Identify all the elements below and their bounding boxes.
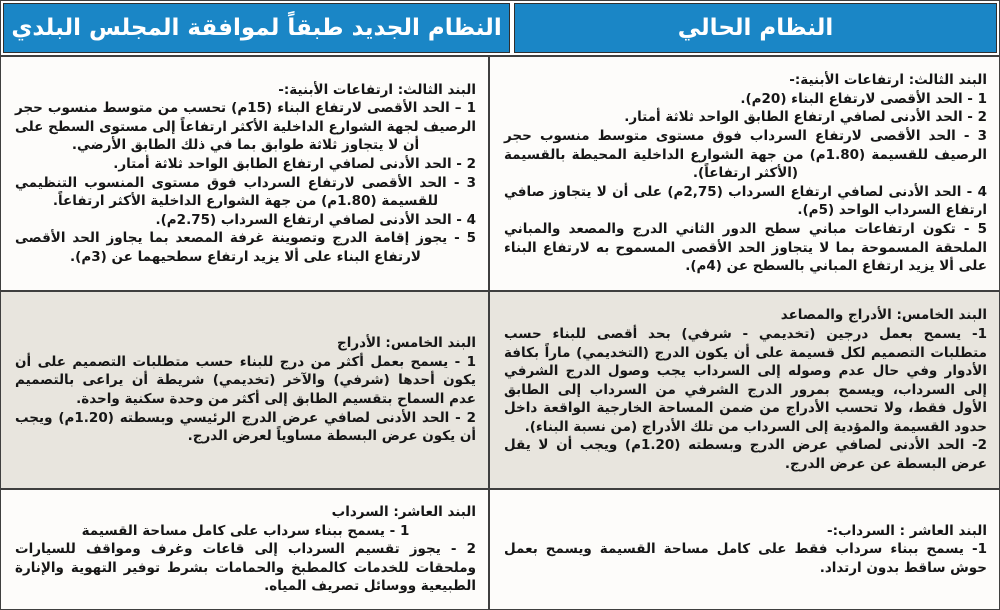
clause: 2 - الحد الأدنى لصافي عرض الدرج الرئيسي وبسطته (1.20م) ويجب أن يكون عرض البسطة مساوياً لعرض الدرج. bbox=[15, 409, 476, 445]
table-row-item-3-building-heights bbox=[1, 57, 999, 292]
clause: 3 - الحد الأقصى لارتفاع السرداب فوق مستوى متوسط منسوب حجر الرصيف للقسيمة (1.80م) من جهة الشوارع الداخلية المحيطة بالقسيمة (الأكثر ارتفاعاً). bbox=[504, 128, 987, 182]
clause: 2- الحد الأدنى لصافي عرض الدرج وبسطته (1.20م) ويجب أن لا يقل عرض البسطة عن عرض الدرج. bbox=[504, 437, 987, 473]
clause-title: البند العاشر : السرداب:- bbox=[826, 522, 987, 539]
clause: 1 – الحد الأقصى لارتفاع البناء (15م) تحسب من متوسط منسوب حجر الرصيف لجهة الشوارع الداخلية الأكثر ارتفاعاً إلى مستوى السطح على أن لا يتجاوز ثلاثة طوابق بما في ذلك الطابق الأرضي. bbox=[15, 100, 476, 154]
cell-current-item-5 bbox=[1, 292, 488, 488]
clause: 2 - الحد الأدنى لصافي ارتفاع الطابق الواحد ثلاثة أمتار. bbox=[624, 109, 987, 126]
clause-title: البند العاشر: السرداب bbox=[331, 504, 476, 521]
clause: 4 - الحد الأدنى لصافي ارتفاع السرداب (2.75م). bbox=[155, 211, 476, 228]
header-new-system: النظام الجديد طبقاً لموافقة المجلس البلدي bbox=[3, 3, 510, 53]
header-current-system: النظام الحالي bbox=[514, 3, 997, 53]
clause: 5 - تكون ارتفاعات مباني سطح الدور الثاني الدرج والمصعد والمباني الملحقة المسموحة بما لا يتجاوز الحد الأقصى المسموح به لارتفاع البناء على ألا يزيد ارتفاع المباني بالسطح عن (4م). bbox=[504, 220, 987, 275]
clause: 1 - الحد الأقصى لارتفاع البناء (20م). bbox=[740, 90, 987, 107]
clause: 5 - يجوز إقامة الدرج وتصوينة غرفة المصعد بما يجاوز الحد الأقصى لارتفاع البناء على ألا يزيد ارتفاع سطحيهما عن (3م). bbox=[15, 230, 476, 265]
clause-title: البند الثالث: ارتفاعات الأبنية:- bbox=[789, 72, 987, 89]
clause: 1- يسمح ببناء سرداب فقط على كامل مساحة القسيمة ويسمح بعمل حوش ساقط بدون ارتداد. bbox=[504, 541, 987, 576]
cell-new-item-5 bbox=[488, 292, 999, 488]
clause: 3 - الحد الأقصى لارتفاع السرداب فوق مستوى المنسوب التنظيمي للقسيمة (1.80م) من جهة الشوارع الداخلية الأكثر ارتفاعاً. bbox=[15, 174, 476, 210]
clause: 2 - يجوز تقسيم السرداب إلى قاعات وغرف ومواقف للسيارات وملحقات للخدمات كالمطبخ والحمامات بشرط توفير التهوية والإنارة الطبيعية ووسائل تصريف المياه. bbox=[15, 541, 476, 595]
table-header-row bbox=[1, 1, 999, 57]
cell-new-item-10 bbox=[488, 490, 999, 609]
clause: 1- يسمح بعمل درجين (تخديمي - شرفي) بحد أقصى للبناء حسب متطلبات التصميم لكل قسيمة على أن يكون الدرج (التخديمي) ماراً بكافة الأدوار وفي حال عدم وصوله إلى السرداب يجب وصول الدرج الشرفي إلى السرداب، ويسمح بمرور الدرج الشرفي من السرداب إلى الطابق الأول فقط، ولا تحسب الأدراج من ضمن المساحة الخارجية الواقعة داخل حدود القسيمة والمؤدية إلى السرداب من تلك الأدراج (من نسبة البناء). bbox=[504, 325, 987, 435]
table-row-item-10-basement bbox=[1, 490, 999, 609]
clause-title: البند الخامس: الأدراج bbox=[337, 335, 476, 352]
clause: 4 - الحد الأدنى لصافي ارتفاع السرداب (2,75م) على أن لا يتجاوز صافي ارتفاع السرداب الواحد (5م). bbox=[504, 183, 988, 219]
table-row-item-5-stairs bbox=[1, 292, 999, 490]
cell-new-item-3 bbox=[488, 57, 999, 290]
cell-current-item-10 bbox=[1, 490, 488, 609]
clause: 1 - يسمح ببناء سرداب على كامل مساحة القسيمة bbox=[81, 522, 410, 539]
clause-title: البند الثالث: ارتفاعات الأبنية:- bbox=[278, 81, 476, 98]
clause: 2 - الحد الأدنى لصافي ارتفاع الطابق الواحد ثلاثة أمتار. bbox=[113, 155, 476, 172]
clause: 1 - يسمح بعمل أكثر من درج للبناء حسب متطلبات التصميم على أن يكون أحدها (شرفي) والآخر (تخديمي) شريطة أن يراعى بالتصميم عدم السماح بتقسيم الطابق إلى أكثر من وحدة سكنية واحدة. bbox=[15, 353, 476, 407]
clause-title: البند الخامس: الأدراج والمصاعد bbox=[780, 307, 987, 324]
cell-current-item-3 bbox=[1, 57, 488, 290]
